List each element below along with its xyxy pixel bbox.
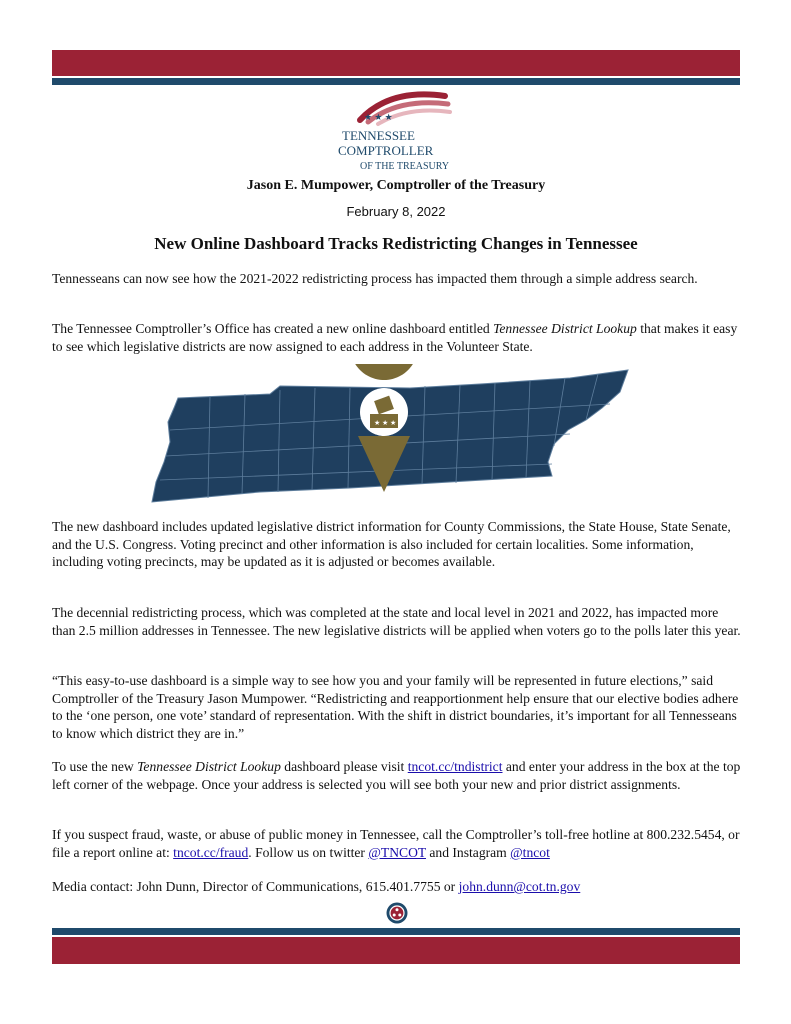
p2-dashboard-name: Tennessee District Lookup bbox=[493, 321, 637, 336]
top-red-band bbox=[52, 50, 740, 76]
p7-text-3: and Instagram bbox=[425, 844, 511, 860]
logo-line-1: TENNESSEE bbox=[342, 128, 415, 143]
p7-text-1: If you suspect fraud, waste, or abuse of public money in Tennessee, call the Comptroller’s toll-free hotline at 800.232.5454, or file a report online at: bbox=[52, 827, 740, 860]
p8-text: Media contact: John Dunn, Director of Communications, 615.401.7755 or bbox=[52, 879, 459, 894]
p2-text-1: The Tennessee Comptroller’s Office has created a new online dashboard entitled bbox=[52, 321, 494, 336]
tennessee-map bbox=[150, 364, 630, 512]
bottom-red-band bbox=[52, 937, 740, 964]
tndistrict-link[interactable]: tncot.cc/tndistrict bbox=[407, 759, 503, 774]
paragraph-media-contact bbox=[52, 878, 744, 896]
logo-line-3: OF THE TREASURY bbox=[360, 161, 450, 172]
top-blue-band bbox=[52, 78, 740, 85]
p6-dashboard-name: Tennessee District Lookup bbox=[137, 759, 281, 774]
email-link[interactable]: john.dunn@cot.tn.gov bbox=[458, 879, 581, 894]
p7-text-2: . Follow us on twitter bbox=[248, 844, 369, 860]
p2-text-2: that makes it easy to see which legislative districts are now assigned to each address in the Volunteer State. bbox=[52, 321, 738, 354]
instagram-link[interactable]: @tncot bbox=[510, 844, 550, 860]
fraud-link[interactable]: tncot.cc/fraud bbox=[173, 844, 249, 860]
release-date: February 8, 2022 bbox=[346, 204, 446, 219]
paragraph-intro: Tennesseans can now see how the 2021-2022 redistricting process has impacted them through a simple address search. bbox=[52, 271, 698, 286]
p6-text-3: and enter your address in the box at the top left corner of the webpage. Once your address is selected you will see both your new and prior district assignments. bbox=[52, 759, 741, 792]
paragraph-quote: “This easy-to-use dashboard is a simple way to see how you and your family will be represented in future elections,” said Comptroller of the Treasury Jason Mumpower. “Redistricting and reapportionment help ensure that our elective bodies adhere to the ‘one person, one vote’ standard of representation. With the shift in district boundaries, it’s important for all Tennesseans to know which district they are in.” bbox=[52, 673, 739, 741]
comptroller-logo bbox=[320, 90, 470, 174]
p6-text-2: dashboard please visit bbox=[280, 759, 408, 774]
paragraph-process: The decennial redistricting process, which was completed at the state and local level in 2021 and 2022, has impacted more than 2.5 million addresses in Tennessee. The new legislative districts will be applied when voters go to the polls later this year. bbox=[52, 605, 741, 638]
bottom-blue-band bbox=[52, 928, 740, 935]
svg-text:★ ★ ★: ★ ★ ★ bbox=[364, 112, 393, 122]
paragraph-fraud bbox=[52, 826, 744, 861]
paragraph-features: The new dashboard includes updated legislative district information for County Commissions, the State House, State Senate, and the U.S. Congress. Voting precinct and other information is also included for certain localities. Some information, including voting precincts, may be updated as it is adjusted or becomes available. bbox=[52, 519, 731, 569]
paragraph-instructions bbox=[52, 758, 744, 793]
p6-text-1: To use the new bbox=[52, 759, 138, 774]
twitter-link[interactable]: @TNCOT bbox=[368, 844, 426, 860]
paragraph-dashboard bbox=[52, 320, 744, 355]
logo-line-2: COMPTROLLER bbox=[338, 143, 434, 158]
headline: New Online Dashboard Tracks Redistricting Changes in Tennessee bbox=[154, 234, 638, 253]
svg-text:★ ★ ★: ★ ★ ★ bbox=[374, 419, 397, 427]
author-line: Jason E. Mumpower, Comptroller of the Treasury bbox=[246, 178, 546, 193]
state-seal-icon bbox=[386, 902, 408, 924]
